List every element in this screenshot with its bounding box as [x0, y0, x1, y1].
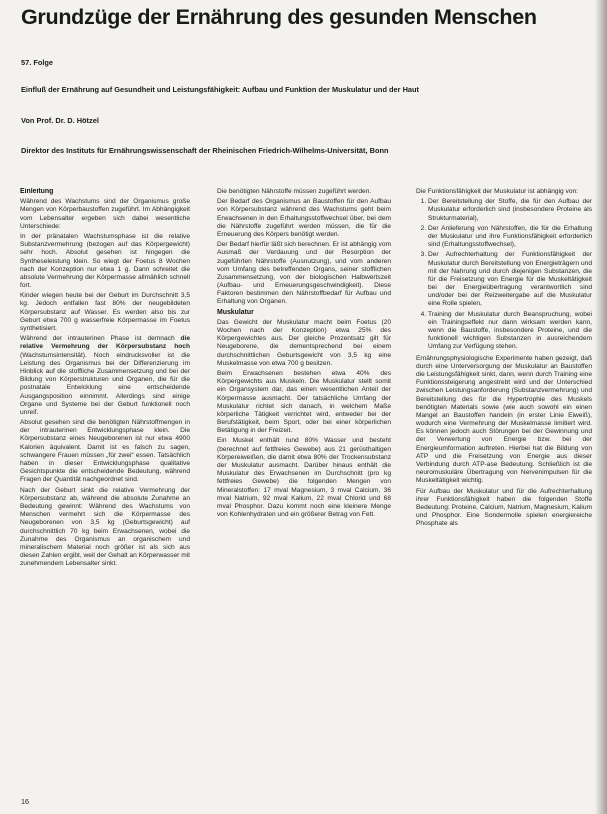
paragraph: In der pränatalen Wachstumsphase ist die relative Substanzvermehrung (bezogen auf das Körpergewicht) sehr hoch. Absolut gesehen ist hingegen die Syntheseleistung klein. So wiegt der Foetus 8 Wochen nach der Konzeption nur etwa 1 g. Dann schreitet die absolute Vermehrung der Körpermasse allmählich schnell fort. — [20, 232, 190, 290]
paragraph: Für Aufbau der Muskulatur und für die Aufrechterhaltung ihrer Funktionsfähigkeit haben die folgenden Stoffe Bedeutung: Proteine, Calcium, Natrium, Magnesium, Kalium und Phosphor. Eine Sondermolle spielen energiereiche Phosphate als — [416, 487, 592, 528]
emphasis-text: die relative Vermehrung der Körpersubstanz hoch — [20, 335, 190, 351]
paragraph: Ernährungsphysiologische Experimente haben gezeigt, daß durch eine Unterversorgung der Muskulatur an Baustoffen die Leistungsfähigkeit sinkt, dann, wenn durch Training eine Funktionssteigerung angestrebt wird und der Unterschied zwischen Leistungsanforderung (Substanzvermehrung) und Bereitstellung des für die Hypertrophie des Muskels benötigten Materials sowie (wie auch sowohl ein einen Mangel an Baustoffen handeln (in erster Linie Eiweiß), wodurch eine Vermehrung der Muskelmasse limitiert wird. Es können jedoch auch Störungen bei der Gewinnung und der Verwertung von Energie bzw. bei der Energieumformation auftreten. Hierbei hat die Bildung von ATP und die Freisetzung von Energie aus dieser Verbindung durch ATP-ase Bedeutung. Schließlich ist die neuromuskuläre Übertragung von Nervenimpulsen für die Muskeltätigkeit wichtig. — [416, 354, 592, 485]
paragraph: Der Bedarf hierfür läßt sich berechnen. Er ist abhängig vom Ausmaß der Verdauung und der Resorption der zugeführten Nährstoffe (Ausnutzung), und vom anderen vom Umfang des betreffenden Organs, seiner stofflichen Zusammensetzung, von der biologischen Halbwertszeit (Aufbau- und Erneuerungsgeschwindigkeit). Diese Faktoren bestimmen den Nährstoffbedarf für Aufbau und Erhaltung von Organen. — [217, 241, 391, 306]
paragraph: Ein Muskel enthält rund 80% Wasser und besteht (berechnet auf fettfreies Gewebe) aus 21 gerüsthaltigen Körpereiweißen, die damit etwa 80% der Trockensubstanz der Muskulatur ausmacht. Darüber hinaus enthält die Muskulatur des Erwachsenen im Durchschnitt (pro kg fettfreies Gewebe) die folgenden Mengen von Mineralstoffen: 17 mval Magnesium, 3 mval Calcium, 36 mval Natrium, 92 mval Kalium, 22 mval Chlorid und 68 mval Phosphor. Dazu kommt noch eine kleinere Menge von Kohlenhydraten und ein größerer Betrag von Fett. — [217, 437, 391, 519]
paragraph-text: Während der intrauterinen Phase ist demnach — [20, 335, 181, 343]
series-label: 57. Folge — [21, 58, 54, 67]
paragraph: Nach der Geburt sinkt die relative Vermehrung der Körpersubstanz ab, während die absolute Zunahme an Bedeutung gewinnt: Während des Wachstums von Menschen vermehrt sich die Körpermasse des Neugeborenen von 3,5 kg (Geburtsgewicht) auf durchschnittlich 70 kg beim Erwachsenen, wobei die Zunahme des Organismus an organischem und mineralischem Material noch größer ist als sich aus diesen Zahlen ergibt, weil der Gehalt an Körperwasser mit zunehmendem Lebensalter sinkt. — [20, 486, 190, 568]
list-item: 1. Der Bereitstellung der Stoffe, die für den Aufbau der Muskulatur erforderlich sind (insbesondere Proteine als Strukturmaterial), — [428, 198, 592, 223]
paragraph: Das Gewicht der Muskulatur macht beim Foetus (20 Wochen nach der Konzeption) etwa 25% des Körpergewichtes aus. Der gleiche Prozentsatz gilt für Neugeborene, die dementsprechend bei einem durchschnittlichen Geburtsgewicht von 3,5 kg eine Muskelmasse von etwa 700 g besitzen. — [217, 318, 391, 367]
text-column-1 — [20, 188, 190, 798]
author-line: Von Prof. Dr. D. Hötzel — [21, 116, 99, 125]
numbered-list — [416, 198, 592, 351]
binding-shadow — [595, 0, 607, 814]
affiliation-line: Direktor des Instituts für Ernährungswissenschaft der Rheinischen Friedrich-Wilhelms-Universität, Bonn — [21, 146, 389, 155]
paragraph-text: (Wachstumsintensität). Noch eindrucksvoller ist die Leistung des Organismus bei der Differenzierung im Hinblick auf die stoffliche Zusammensetzung und bei der Bildung von Körperstrukturen und Organen, die für die postnatale Entwicklung eine entscheidende Ausgangsposition einnimmt. Allerdings sind einige Organe und Systeme bei der Geburt funktionell noch unreif. — [20, 351, 190, 416]
paragraph: Die benötigten Nährstoffe müssen zugeführt werden. — [217, 188, 372, 195]
list-item: 4. Training der Muskulatur durch Beanspruchung, wobei ein Trainingseffekt nur dann wirksam werden kann, wenn die Baustoffe, insbesondere Proteine, und die funktionell wichtigen Substanzen in ausreichendem Umfang zur Verfügung stehen. — [428, 311, 592, 352]
section-heading-einleitung: Einleitung — [20, 188, 54, 195]
text-column-2 — [217, 188, 391, 798]
section-heading-muskulatur: Muskulatur — [217, 308, 254, 316]
page-number: 16 — [21, 797, 29, 806]
list-item: 3. Der Aufrechterhaltung der Funktionsfähigkeit der Muskulatur durch Bereitstellung von Energieträgern und mit der Nahrung und durch diejenigen Substanzen, die für die Freisetzung von Energie für die Muskeltätigkeit bei der Energieübertragung verantwortlich sind und/oder bei der Reizweitergabe auf die Muskulatur eine Rolle spielen, — [428, 251, 592, 308]
list-item: 2. Der Anlieferung von Nährstoffen, die für die Erhaltung der Muskulatur und ihre Funktionsfähigkeit erforderlich sind (Erhaltungsstoffwechsel), — [428, 225, 592, 250]
article-title: Grundzüge der Ernährung des gesunden Menschen — [21, 5, 537, 29]
paragraph: Kinder wiegen heute bei der Geburt im Durchschnitt 3,5 kg. Jedoch entfallen fast 80% der neugebildeten Körpersubstanz auf Wasser. Es werden also bis zur Geburt etwa 700 g wasserfreie Körpermasse im Foetus synthetisiert. — [20, 292, 190, 332]
text-column-3 — [416, 188, 592, 798]
paragraph: Die Funktionsfähigkeit der Muskulatur ist abhängig von: — [416, 188, 579, 195]
paragraph — [20, 335, 190, 417]
paragraph: Absolut gesehen sind die benötigten Nährstoffmengen in der intrauterinen Entwicklungsphase klein. Die Körpersubstanz eines Neugeborenen ist nur etwa 4900 Kalorien äquivalent. Damit ist es falsch zu sagen, schwangere Frauen müssen „für zwei“ essen. Tatsächlich haben in dieser Entwicklungsphase qualitative Gesichtspunkte die entscheidende Bedeutung, während Fragen der Quantität nachgeordnet sind. — [20, 419, 190, 484]
article-subtitle: Einfluß der Ernährung auf Gesundheit und Leistungsfähigkeit: Aufbau und Funktion der Muskulatur und der Haut — [21, 85, 419, 94]
paragraph: Der Bedarf des Organismus an Baustoffen für den Aufbau von Körpersubstanz während des Wachstums geht beim Erwachsenen in den Erhaltungsstoffwechsel über, bei dem die Nährstoffe zugeführt werden müssen, die für die Erneuerung des Körpers benötigt werden. — [217, 198, 391, 238]
paragraph: Während des Wachstums sind der Organismus große Mengen von Körperbaustoffen zugeführt. Im Abhängigkeit vom Lebensalter ergeben sich dabei wesentliche Unterschiede: — [20, 198, 190, 230]
paragraph: Beim Erwachsenen bestehen etwa 40% des Körpergewichts aus Muskeln. Die Muskulatur stellt somit ein Organsystem dar, das einen wesentlichen Anteil der Körpermasse ausmacht. Der tatsächliche Umfang der Muskulatur richtet sich danach, in welchem Maße körperliche Tätigkeit verrichtet wird, entweder bei der Berufstätigkeit, beim Sport, oder bei einer körperlichen Betätigung in der Freizeit. — [217, 369, 391, 435]
